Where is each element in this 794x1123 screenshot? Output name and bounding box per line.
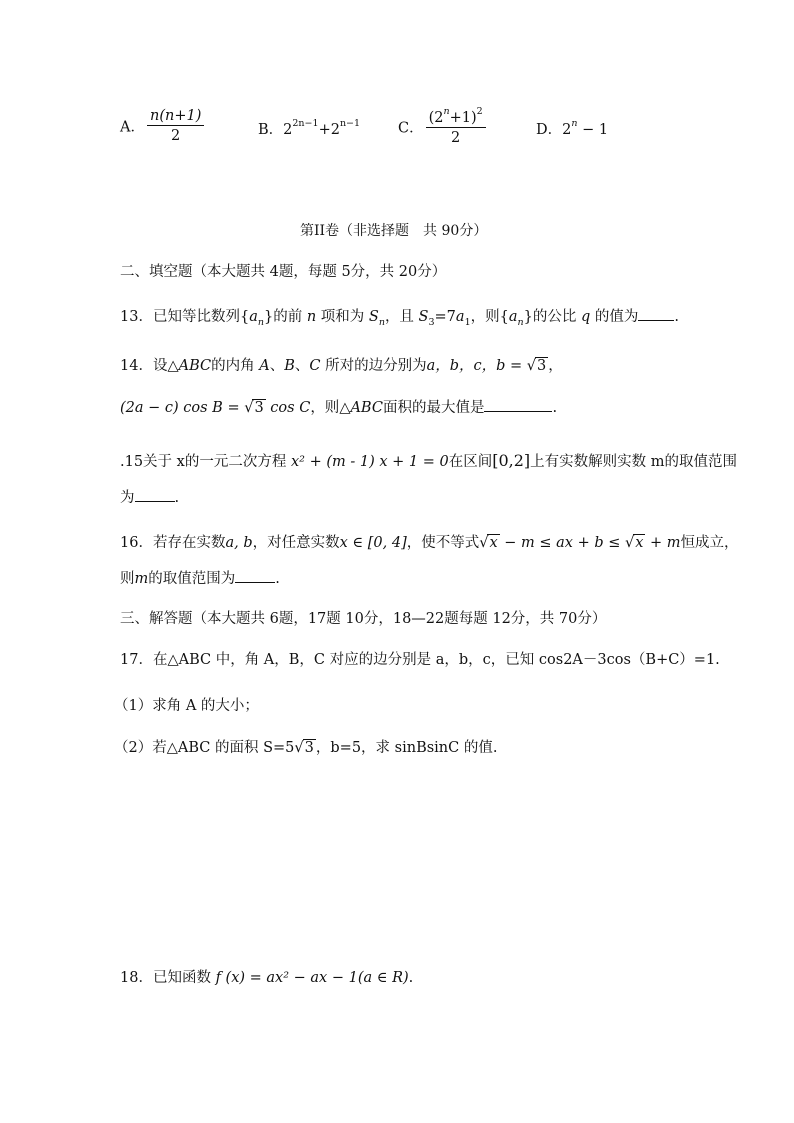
q14-sqrt-1: √3 (526, 358, 547, 374)
q16-sqrt-2: √x (625, 535, 644, 551)
q16-x-range: x ∈ [0, 4] (339, 535, 407, 551)
q15-text-3: 上有实数解则实数 m的取值范围 (530, 454, 738, 470)
q13-a2-sub: n (517, 316, 524, 328)
option-c-num-a: (2 (428, 109, 444, 126)
q13-a1-sub: 1 (464, 316, 471, 328)
option-d-label: D． (536, 122, 563, 138)
q15-equation: x² + (m - 1) x + 1 = 0 (290, 454, 449, 470)
q14-sqrt-1-value: 3 (537, 358, 547, 374)
q16-text-1: 16．若存在实数 (120, 535, 226, 551)
q14-answer-blank[interactable] (484, 397, 552, 412)
option-a-numerator: n(n+1) (147, 108, 204, 126)
q16-sqrt-1: √x (479, 535, 498, 551)
q13-text-8: 的值为 (590, 309, 639, 325)
part-3-heading: 三、解答题（本大题共 6题，17题 10分，18—22题每题 12分，共 70分） (120, 611, 607, 627)
q13-answer-blank[interactable] (638, 306, 674, 321)
question-15-line-2 (120, 486, 179, 507)
q14-triangle: △ABC (167, 358, 212, 374)
option-a-fraction (147, 108, 204, 144)
question-17-part-2 (114, 736, 497, 757)
q13-s-sub: n (378, 316, 385, 328)
q15-interval: [0,2] (492, 451, 531, 470)
question-13 (120, 305, 679, 328)
q16-plus-m: + m (645, 535, 681, 551)
q16-text-3: ，使不等式 (406, 535, 480, 551)
q13-q: q (580, 309, 591, 325)
q13-text-1: 13．已知等比数列{ (120, 309, 250, 325)
q16-inequality: − m ≤ ax + b ≤ (499, 535, 625, 551)
q15-answer-blank[interactable] (135, 487, 175, 502)
option-d-rest: − 1 (577, 122, 609, 138)
q14-angle-c: C (309, 358, 321, 374)
q13-text-5: =7 (434, 309, 456, 325)
q14-sqrt-2: √3 (244, 400, 264, 416)
q14-comma: ， (548, 358, 563, 374)
q16-text-2: ，对任意实数 (252, 535, 340, 551)
option-c-denominator: 2 (451, 129, 461, 146)
q13-text-9: . (674, 309, 679, 325)
q14-angle-b: B (284, 358, 295, 374)
q14-sep-2: 、 (294, 358, 310, 374)
option-b-exp2: n−1 (339, 118, 361, 130)
q16-text-6: 的取值范围为 (148, 571, 236, 587)
question-16-line-2 (120, 567, 280, 588)
q13-text-4: ，且 (384, 309, 419, 325)
q13-a2: a (508, 309, 518, 325)
question-14-line-1 (120, 354, 563, 375)
q16-text-4: 恒成立， (680, 535, 739, 551)
option-a-denominator: 2 (171, 128, 181, 144)
q17-sqrt: √3 (294, 740, 314, 756)
q17-sqrt-value: 3 (304, 740, 314, 756)
q13-text-3: 项和为 (316, 309, 369, 325)
q14-text-2: 的内角 (211, 358, 260, 374)
option-b-plus: +2 (318, 122, 340, 138)
q15-text-1: .15关于 x的一元二次方程 (120, 454, 291, 470)
q13-s3: S (418, 309, 429, 325)
option-c-fraction (426, 108, 486, 146)
q17-part-2-text-1: （2）若△ABC 的面积 S=5 (114, 740, 295, 756)
question-17-part-1: （1）求角 A 的大小； (114, 698, 259, 714)
q15-period: . (174, 490, 180, 506)
question-15-line-1 (120, 450, 737, 471)
q13-text-2: }的前 (263, 309, 307, 325)
option-a-label: A． (120, 119, 145, 136)
q13-text-6: ，则{ (470, 309, 509, 325)
question-14-line-2 (120, 396, 557, 417)
q14-text-3: 所对的边分别为 (320, 358, 427, 374)
q14-vars: a，b，c，b = (426, 358, 527, 374)
question-18 (120, 966, 413, 987)
q16-period: . (275, 571, 280, 587)
option-c (398, 108, 488, 146)
option-b (258, 118, 360, 139)
option-c-num-sq: 2 (476, 106, 483, 117)
q14-text-4: ，则 (310, 400, 340, 416)
option-b-exp1: 2n−1 (292, 118, 319, 130)
q18-function: f (x) = ax² − ax − 1(a ∈ R) (215, 970, 409, 986)
part-2-heading: 二、填空题（本大题共 4题，每题 5分，共 20分） (120, 264, 447, 280)
option-d-base: 2 (562, 122, 572, 138)
question-17-stem: 17．在△ABC 中，角 A，B，C 对应的边分别是 a，b，c，已知 cos2A－3cos（B+C）=1. (120, 652, 720, 668)
q16-answer-blank[interactable] (235, 568, 275, 583)
option-c-num-exp: n (443, 106, 450, 117)
q14-sqrt-2-value: 3 (254, 400, 264, 416)
option-d-exp: n (571, 118, 578, 130)
option-b-base: 2 (283, 122, 293, 138)
q18-period: . (408, 970, 414, 986)
option-c-num-b: +1) (449, 109, 477, 126)
q16-m: m (134, 571, 149, 587)
option-d (536, 118, 608, 139)
section-2-title: 第II卷（非选择题 共 90分） (300, 223, 488, 239)
q14-sep-1: 、 (269, 358, 285, 374)
q13-a-sub: n (257, 316, 264, 328)
q18-text-1: 18．已知函数 (120, 970, 216, 986)
q15-text-4: 为 (120, 490, 135, 506)
q14-period: . (552, 400, 558, 416)
q16-sqrt-1-value: x (489, 535, 498, 551)
option-a (120, 108, 206, 144)
option-b-label: B． (258, 122, 284, 138)
q16-ab: a, b (225, 535, 253, 551)
q13-a: a (249, 309, 258, 325)
q13-text-7: }的公比 (523, 309, 581, 325)
q14-angle-a: A (259, 358, 270, 374)
q13-n: n (306, 309, 317, 325)
q16-sqrt-2-value: x (635, 535, 644, 551)
q17-part-2-text-2: ，b=5，求 sinBsinC 的值. (315, 740, 498, 756)
question-16-line-1 (120, 531, 739, 552)
q14-equation: (2a − c) cos B = (120, 400, 245, 416)
q14-text-1: 14．设 (120, 358, 168, 374)
q15-text-2: 在区间 (448, 454, 493, 470)
q14-text-5: 面积的最大值是 (382, 400, 485, 416)
q14-triangle-2: △ABC (339, 400, 383, 416)
q14-cos-c: cos C (265, 400, 311, 416)
option-c-label: C． (398, 120, 424, 137)
q16-text-5: 则 (120, 571, 135, 587)
q13-s3-sub: 3 (428, 316, 435, 328)
option-c-numerator (426, 108, 486, 128)
q13-a1: a (455, 309, 465, 325)
q13-s: S (368, 309, 379, 325)
